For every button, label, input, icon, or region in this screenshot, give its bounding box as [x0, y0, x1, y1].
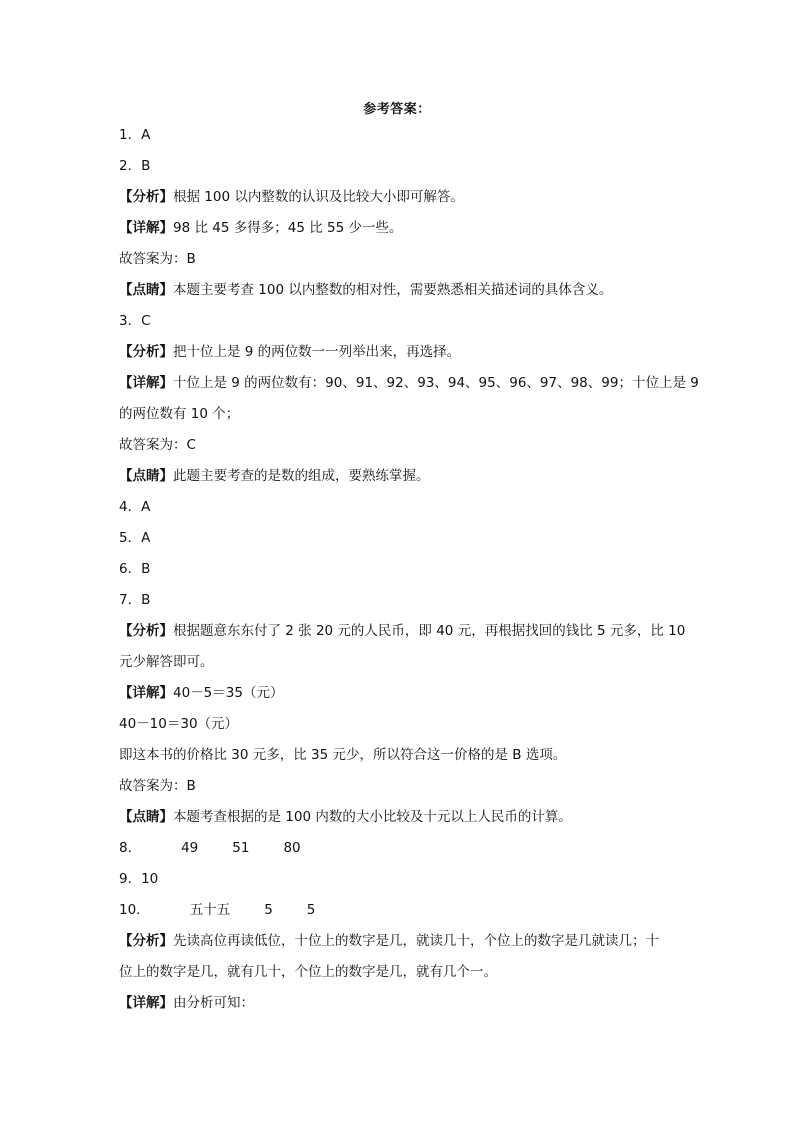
detail-tag: 【详解】 — [119, 685, 173, 701]
answer-6-text: 6．B — [119, 561, 151, 577]
conclusion-text: 故答案为：C — [119, 437, 196, 453]
analysis-text: 把十位上是 9 的两位数一一列举出来，再选择。 — [173, 344, 461, 360]
analysis-text: 根据题意东东付了 2 张 20 元的人民币，即 40 元，再根据找回的钱比 5 元多，比 10 — [173, 623, 686, 639]
analysis-text-cont: 位上的数字是几，就有几十，个位上的数字是几，就有几个一。 — [119, 964, 497, 980]
detail-2 — [119, 213, 679, 244]
answer-8-number: 8． — [119, 840, 142, 856]
analysis-7 — [119, 616, 686, 647]
answer-4 — [119, 492, 679, 523]
answer-1 — [119, 120, 679, 151]
answer-10 — [119, 895, 679, 926]
answer-5 — [119, 523, 679, 554]
detail-3 — [119, 368, 699, 399]
analysis-text: 根据 100 以内整数的认识及比较大小即可解答。 — [173, 189, 464, 205]
conclusion-3 — [119, 430, 679, 461]
comment-7 — [119, 802, 679, 833]
answer-1-text: 1．A — [119, 127, 151, 143]
analysis-tag: 【分析】 — [119, 623, 173, 639]
analysis-tag: 【分析】 — [119, 189, 173, 205]
conclusion-7 — [119, 771, 679, 802]
comment-text: 本题考查根据的是 100 内数的大小比较及十元以上人民币的计算。 — [173, 809, 572, 825]
answer-10-value-b: 5 — [264, 902, 273, 918]
answer-6 — [119, 554, 679, 585]
answer-8-value-a: 49 — [181, 840, 199, 856]
analysis-text-cont: 元少解答即可。 — [119, 654, 214, 670]
analysis-10 — [119, 926, 679, 957]
answer-4-text: 4．A — [119, 499, 151, 515]
comment-text: 本题主要考查 100 以内整数的相对性，需要熟悉相关描述词的具体含义。 — [173, 282, 613, 298]
detail-text: 由分析可知： — [173, 995, 254, 1011]
analysis-10-cont — [119, 957, 679, 988]
detail-10 — [119, 988, 679, 1019]
detail-text: 十位上是 9 的两位数有：90、91、92、93、94、95、96、97、98、99；十位上是 9 — [173, 375, 699, 391]
answer-9-text: 9．10 — [119, 871, 159, 887]
answer-8-value-b: 51 — [232, 840, 250, 856]
analysis-3 — [119, 337, 679, 368]
detail-tag: 【详解】 — [119, 995, 173, 1011]
conclusion-text: 故答案为：B — [119, 251, 196, 267]
detail-tag: 【详解】 — [119, 375, 173, 391]
comment-3 — [119, 461, 679, 492]
comment-text: 此题主要考查的是数的组成，要熟练掌握。 — [173, 468, 430, 484]
answer-content — [119, 120, 699, 1019]
detail-calc-text: 40－10＝30（元） — [119, 716, 239, 732]
answer-2 — [119, 151, 679, 182]
answer-10-number: 10． — [119, 902, 150, 918]
answer-10-value-c: 5 — [306, 902, 316, 918]
analysis-tag: 【分析】 — [119, 933, 173, 949]
analysis-2 — [119, 182, 679, 213]
detail-tag: 【详解】 — [119, 220, 173, 236]
analysis-text: 先读高位再读低位，十位上的数字是几，就读几十，个位上的数字是几就读几；十 — [173, 933, 659, 949]
answer-2-text: 2．B — [119, 158, 151, 174]
analysis-7-cont — [119, 647, 679, 678]
comment-tag: 【点睛】 — [119, 282, 173, 298]
detail-7 — [119, 678, 679, 709]
answer-7 — [119, 585, 679, 616]
detail-3-cont — [119, 399, 679, 430]
detail-explain-text: 即这本书的价格比 30 元多，比 35 元少，所以符合这一价格的是 B 选项。 — [119, 747, 567, 763]
answer-8 — [119, 833, 679, 864]
comment-2 — [119, 275, 679, 306]
conclusion-text: 故答案为：B — [119, 778, 196, 794]
answer-7-text: 7．B — [119, 592, 151, 608]
detail-text: 40－5＝35（元） — [173, 685, 284, 701]
answer-5-text: 5．A — [119, 530, 151, 546]
detail-7-explain — [119, 740, 679, 771]
detail-text: 98 比 45 多得多；45 比 55 少一些。 — [173, 220, 403, 236]
answer-9 — [119, 864, 679, 895]
comment-tag: 【点睛】 — [119, 468, 173, 484]
page-title: 参考答案： — [363, 102, 431, 117]
comment-tag: 【点睛】 — [119, 809, 173, 825]
answer-8-value-c: 80 — [283, 840, 301, 856]
detail-text-cont: 的两位数有 10 个； — [119, 406, 240, 422]
answer-10-value-a: 五十五 — [189, 902, 231, 918]
conclusion-2 — [119, 244, 679, 275]
answer-3-text: 3．C — [119, 313, 151, 329]
detail-7-calc — [119, 709, 679, 740]
analysis-tag: 【分析】 — [119, 344, 173, 360]
answer-3 — [119, 306, 679, 337]
